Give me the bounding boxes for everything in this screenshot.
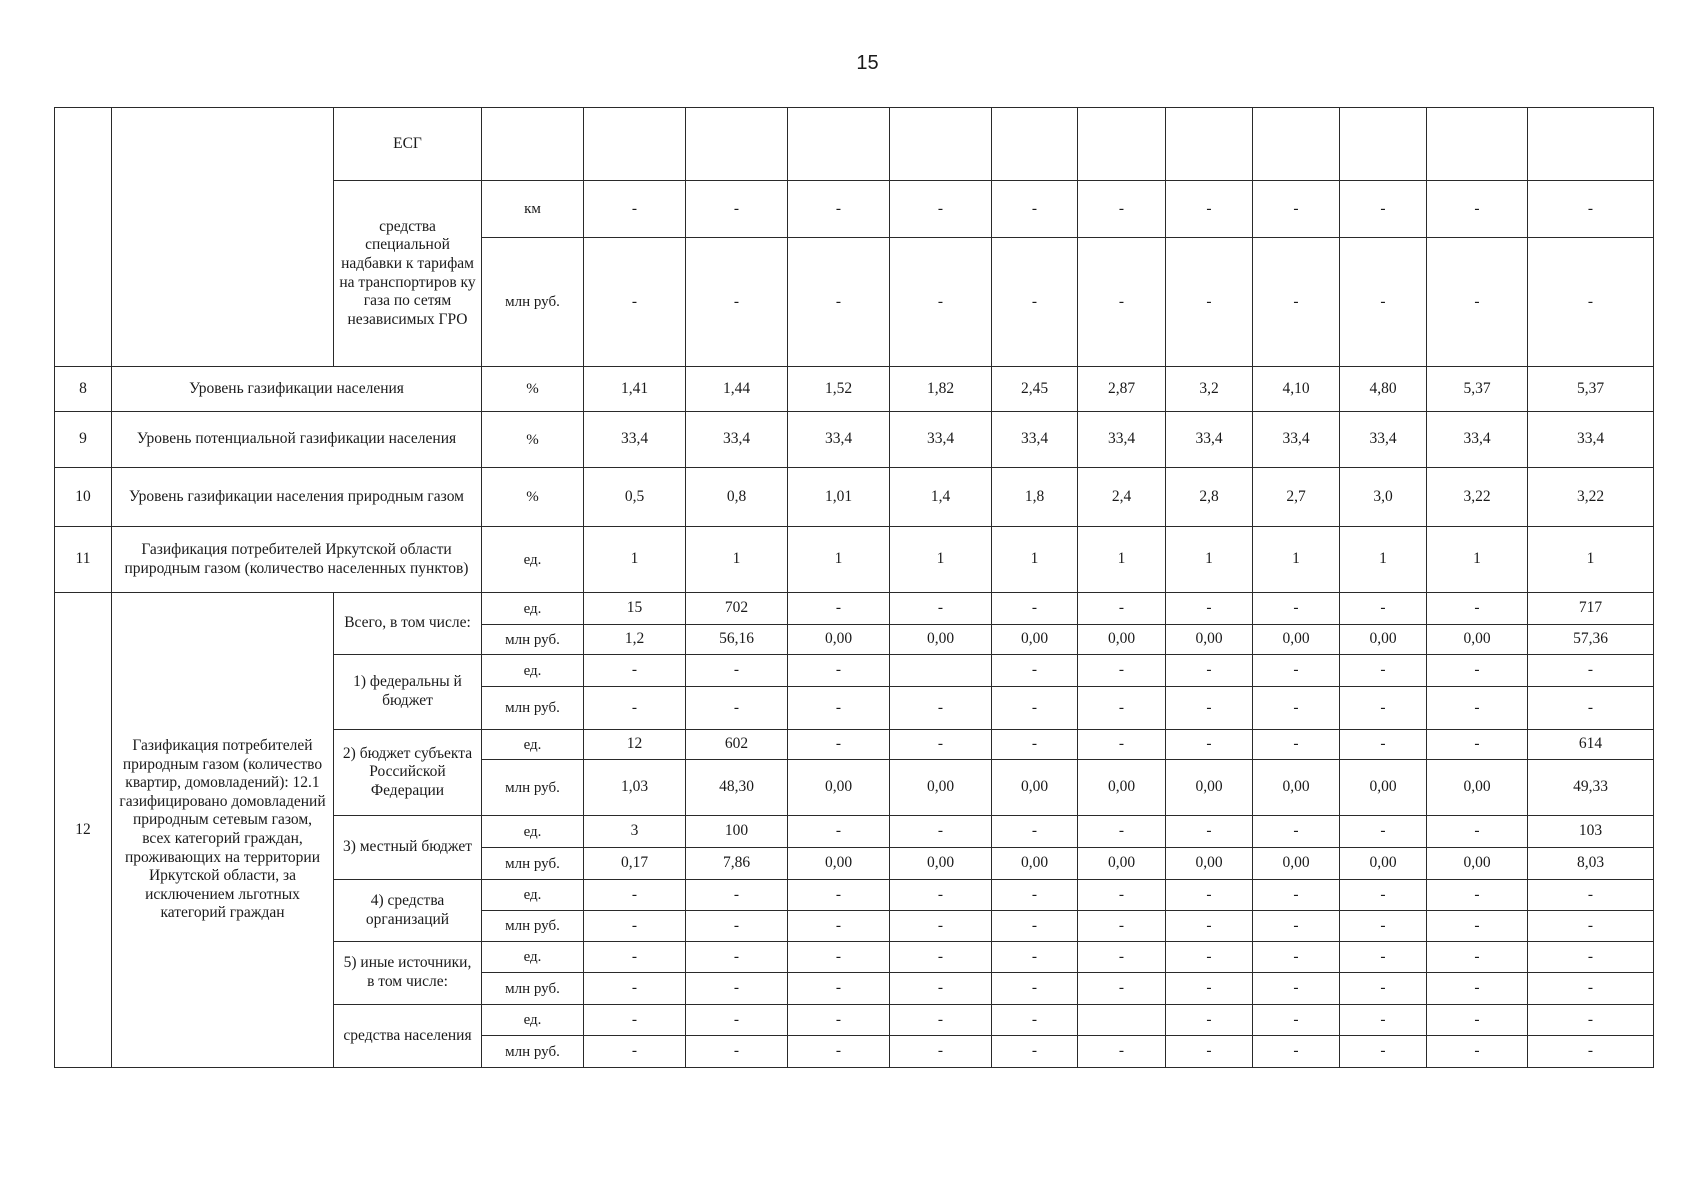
value-cell: 3,22 (1528, 468, 1654, 527)
value-cell: - (686, 942, 788, 973)
value-cell: - (584, 1005, 686, 1036)
value-cell: - (1166, 1005, 1253, 1036)
value-cell: 7,86 (686, 848, 788, 880)
value-cell: 2,7 (1253, 468, 1340, 527)
value-cell: - (1427, 973, 1528, 1005)
value-cell: - (890, 1036, 992, 1068)
value-cell: - (686, 1036, 788, 1068)
row-number: 10 (55, 468, 112, 527)
value-cell: 0,00 (1340, 760, 1427, 816)
value-cell: - (1340, 973, 1427, 1005)
value-cell: - (1340, 1036, 1427, 1068)
value-cell: - (1528, 655, 1654, 687)
value-cell: - (788, 730, 890, 760)
value-cell: - (1427, 655, 1528, 687)
value-cell: 1,03 (584, 760, 686, 816)
value-cell: - (1078, 911, 1166, 942)
value-cell (788, 108, 890, 181)
unit-cell: ед. (482, 816, 584, 848)
value-cell: - (1340, 655, 1427, 687)
value-cell: - (1528, 687, 1654, 730)
row-number: 8 (55, 367, 112, 412)
unit-cell: % (482, 412, 584, 468)
funding-source: 2) бюджет субъекта Российской Федерации (334, 730, 482, 816)
value-cell: - (1528, 911, 1654, 942)
value-cell: - (1253, 1005, 1340, 1036)
value-cell: - (1427, 1005, 1528, 1036)
value-cell: 1 (1253, 527, 1340, 593)
value-cell: - (1166, 730, 1253, 760)
value-cell: 1 (788, 527, 890, 593)
unit-cell: млн руб. (482, 238, 584, 367)
value-cell: - (1340, 816, 1427, 848)
table-row (55, 108, 1654, 181)
value-cell: 4,10 (1253, 367, 1340, 412)
value-cell: - (992, 1005, 1078, 1036)
value-cell (1078, 108, 1166, 181)
value-cell: 602 (686, 730, 788, 760)
value-cell: - (584, 238, 686, 367)
unit-cell: млн руб. (482, 760, 584, 816)
value-cell: 0,00 (788, 760, 890, 816)
value-cell: - (1166, 238, 1253, 367)
indicator-label: Газификация потребителей Иркутской области природным газом (количество населенных пунктов) (112, 527, 482, 593)
value-cell: 717 (1528, 593, 1654, 625)
indicator-label: Уровень газификации населения природным газом (112, 468, 482, 527)
value-cell: - (992, 816, 1078, 848)
value-cell: 1 (1166, 527, 1253, 593)
value-cell: 1,82 (890, 367, 992, 412)
value-cell: 0,17 (584, 848, 686, 880)
value-cell: - (992, 942, 1078, 973)
label-cell (112, 108, 334, 367)
value-cell: - (1253, 973, 1340, 1005)
value-cell: - (1427, 1036, 1528, 1068)
value-cell: 2,45 (992, 367, 1078, 412)
value-cell (890, 108, 992, 181)
value-cell: - (686, 1005, 788, 1036)
value-cell: 0,00 (1078, 625, 1166, 655)
funding-source: 4) средства организаций (334, 880, 482, 942)
unit-cell: млн руб. (482, 848, 584, 880)
value-cell: - (1427, 730, 1528, 760)
value-cell: - (992, 687, 1078, 730)
value-cell: - (584, 655, 686, 687)
value-cell: 1,52 (788, 367, 890, 412)
value-cell: - (1340, 880, 1427, 911)
value-cell: - (1078, 730, 1166, 760)
value-cell: 2,87 (1078, 367, 1166, 412)
value-cell: - (890, 730, 992, 760)
value-cell: 1,41 (584, 367, 686, 412)
value-cell: 33,4 (1340, 412, 1427, 468)
value-cell: 1 (992, 527, 1078, 593)
table-row (55, 468, 1654, 527)
value-cell: - (1340, 238, 1427, 367)
value-cell: 0,00 (1078, 848, 1166, 880)
value-cell: - (788, 687, 890, 730)
value-cell: - (1427, 880, 1528, 911)
value-cell: 1 (1078, 527, 1166, 593)
value-cell: 0,00 (788, 625, 890, 655)
value-cell: - (1078, 1036, 1166, 1068)
indicators-table (54, 107, 1654, 1068)
value-cell: 0,00 (1166, 625, 1253, 655)
unit-cell: млн руб. (482, 911, 584, 942)
value-cell: - (1078, 687, 1166, 730)
value-cell (890, 655, 992, 687)
value-cell: 0,00 (1253, 625, 1340, 655)
value-cell: - (890, 238, 992, 367)
value-cell: - (1078, 238, 1166, 367)
value-cell: - (1427, 911, 1528, 942)
value-cell: - (1078, 942, 1166, 973)
value-cell: - (890, 1005, 992, 1036)
value-cell: - (686, 181, 788, 238)
value-cell: - (788, 1005, 890, 1036)
value-cell: - (992, 238, 1078, 367)
value-cell: - (992, 181, 1078, 238)
value-cell: - (1340, 730, 1427, 760)
value-cell: 1 (890, 527, 992, 593)
value-cell: - (1078, 816, 1166, 848)
value-cell: 1 (584, 527, 686, 593)
value-cell: 48,30 (686, 760, 788, 816)
value-cell: - (1528, 181, 1654, 238)
value-cell: 0,00 (1427, 760, 1528, 816)
value-cell: - (1340, 911, 1427, 942)
value-cell: - (1253, 238, 1340, 367)
value-cell (1340, 108, 1427, 181)
value-cell: - (788, 880, 890, 911)
value-cell: - (992, 973, 1078, 1005)
unit-cell: ед. (482, 942, 584, 973)
value-cell: - (1253, 730, 1340, 760)
value-cell: - (1253, 942, 1340, 973)
value-cell: 1,4 (890, 468, 992, 527)
value-cell: - (1253, 911, 1340, 942)
value-cell: - (1528, 973, 1654, 1005)
value-cell: - (890, 687, 992, 730)
funding-source: средства населения (334, 1005, 482, 1068)
value-cell: - (788, 181, 890, 238)
value-cell: - (992, 1036, 1078, 1068)
value-cell: - (686, 238, 788, 367)
value-cell: 0,00 (992, 760, 1078, 816)
value-cell: 33,4 (1078, 412, 1166, 468)
value-cell: - (1427, 181, 1528, 238)
value-cell: - (1078, 181, 1166, 238)
value-cell: - (1427, 816, 1528, 848)
row-number: 9 (55, 412, 112, 468)
value-cell: 33,4 (1166, 412, 1253, 468)
value-cell: - (686, 880, 788, 911)
unit-cell: млн руб. (482, 973, 584, 1005)
value-cell: 0,00 (788, 848, 890, 880)
value-cell: 100 (686, 816, 788, 848)
value-cell: - (1078, 973, 1166, 1005)
value-cell: 33,4 (788, 412, 890, 468)
value-cell: - (1253, 181, 1340, 238)
unit-cell: ед. (482, 1005, 584, 1036)
row-number: 11 (55, 527, 112, 593)
value-cell: - (890, 593, 992, 625)
value-cell: - (1340, 181, 1427, 238)
value-cell: 0,00 (890, 760, 992, 816)
value-cell (1078, 1005, 1166, 1036)
value-cell: 1 (1340, 527, 1427, 593)
value-cell: - (1528, 1005, 1654, 1036)
value-cell: 33,4 (1427, 412, 1528, 468)
value-cell: - (1427, 687, 1528, 730)
value-cell: 3 (584, 816, 686, 848)
value-cell: - (992, 730, 1078, 760)
value-cell: - (1078, 655, 1166, 687)
unit-cell (482, 108, 584, 181)
value-cell: - (584, 911, 686, 942)
value-cell: - (788, 816, 890, 848)
value-cell: 614 (1528, 730, 1654, 760)
value-cell: - (1078, 880, 1166, 911)
value-cell: - (1166, 687, 1253, 730)
value-cell (1166, 108, 1253, 181)
value-cell: - (686, 973, 788, 1005)
value-cell: 0,00 (1253, 760, 1340, 816)
value-cell: - (1528, 1036, 1654, 1068)
esg-label: ЕСГ (334, 108, 482, 181)
value-cell: 3,0 (1340, 468, 1427, 527)
value-cell: 0,00 (1340, 848, 1427, 880)
value-cell: 33,4 (686, 412, 788, 468)
unit-cell: ед. (482, 593, 584, 625)
value-cell: 0,00 (1427, 625, 1528, 655)
value-cell: 3,2 (1166, 367, 1253, 412)
value-cell: 33,4 (1528, 412, 1654, 468)
number-cell (55, 108, 112, 367)
value-cell: 33,4 (584, 412, 686, 468)
value-cell: - (1340, 687, 1427, 730)
value-cell: - (890, 880, 992, 911)
value-cell: 33,4 (890, 412, 992, 468)
value-cell: 15 (584, 593, 686, 625)
value-cell: - (788, 238, 890, 367)
value-cell: - (1427, 942, 1528, 973)
value-cell: - (992, 593, 1078, 625)
value-cell: - (1528, 238, 1654, 367)
value-cell: 0,00 (1166, 760, 1253, 816)
value-cell (1253, 108, 1340, 181)
table-row (55, 527, 1654, 593)
value-cell: - (1166, 655, 1253, 687)
value-cell: 0,00 (1078, 760, 1166, 816)
value-cell: - (1253, 687, 1340, 730)
value-cell: - (686, 655, 788, 687)
value-cell: 57,36 (1528, 625, 1654, 655)
value-cell: 33,4 (1253, 412, 1340, 468)
row-number: 12 (55, 593, 112, 1068)
value-cell: - (1253, 1036, 1340, 1068)
value-cell: - (890, 942, 992, 973)
value-cell: - (788, 593, 890, 625)
value-cell: - (890, 973, 992, 1005)
value-cell: - (890, 816, 992, 848)
value-cell: - (1166, 942, 1253, 973)
value-cell: - (584, 1036, 686, 1068)
value-cell: - (1528, 880, 1654, 911)
value-cell: - (1528, 942, 1654, 973)
value-cell: - (992, 911, 1078, 942)
indicator-label: Уровень потенциальной газификации населения (112, 412, 482, 468)
value-cell: - (584, 942, 686, 973)
value-cell: 2,8 (1166, 468, 1253, 527)
value-cell: - (1253, 816, 1340, 848)
unit-cell: млн руб. (482, 625, 584, 655)
value-cell: - (1166, 181, 1253, 238)
value-cell: - (788, 911, 890, 942)
table-row (55, 367, 1654, 412)
value-cell: - (1340, 593, 1427, 625)
value-cell: - (992, 880, 1078, 911)
value-cell: - (1340, 942, 1427, 973)
value-cell: - (584, 880, 686, 911)
funding-source: 3) местный бюджет (334, 816, 482, 880)
unit-cell: ед. (482, 880, 584, 911)
value-cell: 1,8 (992, 468, 1078, 527)
value-cell: 0,00 (992, 625, 1078, 655)
value-cell: 49,33 (1528, 760, 1654, 816)
value-cell: - (1253, 880, 1340, 911)
value-cell (584, 108, 686, 181)
value-cell: - (1166, 1036, 1253, 1068)
value-cell: - (1340, 1005, 1427, 1036)
value-cell: 8,03 (1528, 848, 1654, 880)
value-cell: 1,2 (584, 625, 686, 655)
value-cell (992, 108, 1078, 181)
value-cell: 702 (686, 593, 788, 625)
unit-cell: ед. (482, 655, 584, 687)
value-cell: 0,5 (584, 468, 686, 527)
unit-cell: ед. (482, 527, 584, 593)
value-cell: 0,00 (1340, 625, 1427, 655)
indicator-label: Уровень газификации населения (112, 367, 482, 412)
value-cell: 0,00 (1166, 848, 1253, 880)
special-surcharge-label: средства специальной надбавки к тарифам на транспортиров ку газа по сетям независимых ГРО (334, 181, 482, 367)
value-cell: 1,44 (686, 367, 788, 412)
value-cell: 0,00 (1253, 848, 1340, 880)
value-cell: - (890, 181, 992, 238)
value-cell: 103 (1528, 816, 1654, 848)
value-cell: - (1166, 593, 1253, 625)
value-cell: 1,01 (788, 468, 890, 527)
value-cell: - (1427, 593, 1528, 625)
unit-cell: ед. (482, 730, 584, 760)
value-cell: - (686, 687, 788, 730)
funding-source: 1) федеральны й бюджет (334, 655, 482, 730)
unit-cell: км (482, 181, 584, 238)
value-cell: - (1166, 880, 1253, 911)
value-cell (686, 108, 788, 181)
value-cell: 0,8 (686, 468, 788, 527)
indicator-label: Газификация потребителей природным газом (количество квартир, домовладений): 12.1 газифицировано домовладений природным сетевым газом, всех категорий граждан, проживающих на территории Иркутской области, за исключением льготных категорий граждан (112, 593, 334, 1068)
value-cell (1528, 108, 1654, 181)
value-cell (1427, 108, 1528, 181)
value-cell: - (788, 655, 890, 687)
value-cell: 0,00 (890, 848, 992, 880)
value-cell: - (1166, 816, 1253, 848)
value-cell: - (1427, 238, 1528, 367)
value-cell: 3,22 (1427, 468, 1528, 527)
value-cell: 4,80 (1340, 367, 1427, 412)
value-cell: - (584, 181, 686, 238)
value-cell: - (1166, 911, 1253, 942)
value-cell: 5,37 (1427, 367, 1528, 412)
value-cell: - (1253, 593, 1340, 625)
value-cell: - (788, 1036, 890, 1068)
value-cell: 1 (1427, 527, 1528, 593)
table-row (55, 412, 1654, 468)
value-cell: 1 (1528, 527, 1654, 593)
funding-source: 5) иные источники, в том числе: (334, 942, 482, 1005)
value-cell: - (890, 911, 992, 942)
value-cell: 1 (686, 527, 788, 593)
value-cell: 56,16 (686, 625, 788, 655)
value-cell: 0,00 (992, 848, 1078, 880)
value-cell: 33,4 (992, 412, 1078, 468)
value-cell: 12 (584, 730, 686, 760)
unit-cell: % (482, 367, 584, 412)
value-cell: 0,00 (890, 625, 992, 655)
unit-cell: % (482, 468, 584, 527)
value-cell: - (686, 911, 788, 942)
funding-source: Всего, в том числе: (334, 593, 482, 655)
value-cell: - (1166, 973, 1253, 1005)
value-cell: 0,00 (1427, 848, 1528, 880)
value-cell: - (788, 942, 890, 973)
value-cell: 5,37 (1528, 367, 1654, 412)
unit-cell: млн руб. (482, 1036, 584, 1068)
page-number: 15 (856, 52, 879, 74)
value-cell: - (788, 973, 890, 1005)
unit-cell: млн руб. (482, 687, 584, 730)
value-cell: - (992, 655, 1078, 687)
value-cell: - (584, 687, 686, 730)
value-cell: - (1078, 593, 1166, 625)
value-cell: - (1253, 655, 1340, 687)
value-cell: - (584, 973, 686, 1005)
value-cell: 2,4 (1078, 468, 1166, 527)
table-row (55, 593, 1654, 625)
